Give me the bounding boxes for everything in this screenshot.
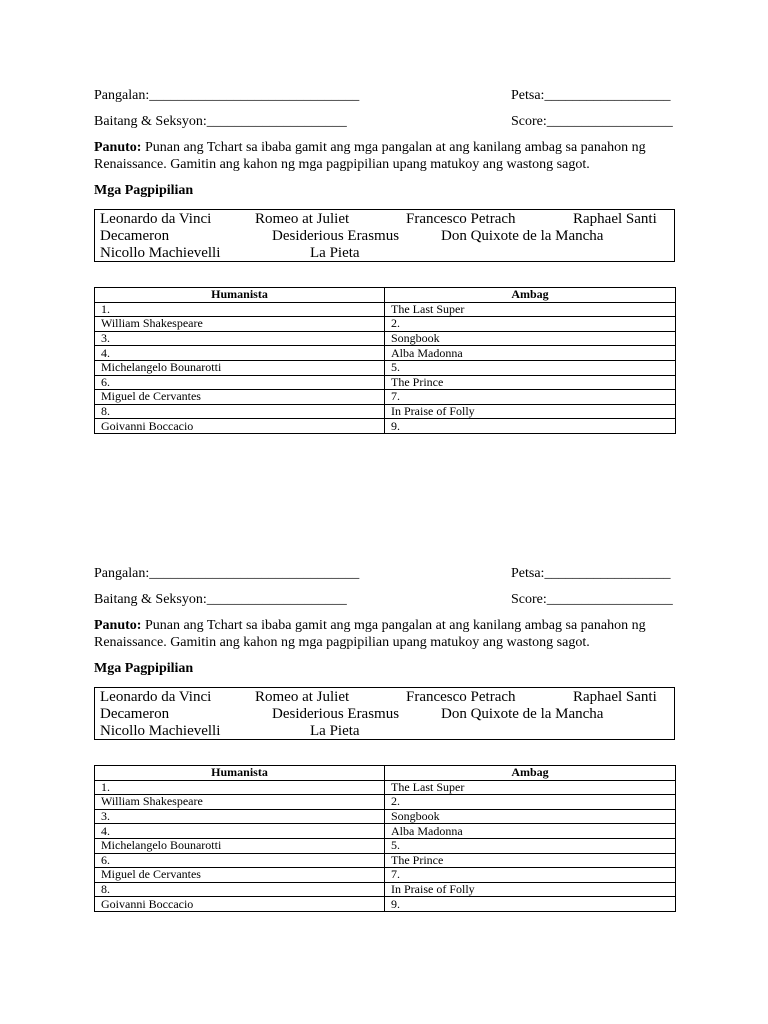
cell-ambag[interactable]: 5.	[385, 838, 676, 853]
choices-box	[94, 209, 675, 262]
header-humanista: Humanista	[95, 288, 385, 303]
choices-box	[94, 687, 675, 740]
tchart-table	[94, 765, 676, 912]
table-row	[95, 868, 676, 883]
table-row	[95, 838, 676, 853]
choice-item: Don Quixote de la Mancha	[441, 706, 604, 722]
cell-ambag[interactable]: 9.	[385, 419, 676, 434]
choice-item: Nicollo Machievelli	[100, 245, 221, 261]
cell-humanista[interactable]: 3.	[95, 331, 385, 346]
cell-ambag[interactable]: 2.	[385, 795, 676, 810]
cell-ambag[interactable]: The Prince	[385, 375, 676, 390]
table-row	[95, 346, 676, 361]
score-field[interactable]: Score:__________________	[511, 592, 673, 607]
name-field[interactable]: Pangalan:______________________________	[94, 88, 360, 103]
cell-humanista[interactable]: 1.	[95, 780, 385, 795]
cell-ambag[interactable]: 7.	[385, 868, 676, 883]
choices-heading: Mga Pagpipilian	[94, 661, 194, 676]
header-ambag: Ambag	[385, 766, 676, 781]
instructions	[94, 617, 675, 651]
cell-humanista[interactable]: Miguel de Cervantes	[95, 390, 385, 405]
cell-ambag[interactable]: Songbook	[385, 809, 676, 824]
cell-ambag[interactable]: The Last Super	[385, 302, 676, 317]
choice-item: La Pieta	[310, 723, 360, 739]
cell-humanista[interactable]: Michelangelo Bounarotti	[95, 838, 385, 853]
table-row	[95, 317, 676, 332]
table-row	[95, 390, 676, 405]
choice-item: Raphael Santi	[573, 211, 657, 227]
header-ambag: Ambag	[385, 288, 676, 303]
table-row	[95, 882, 676, 897]
instruction-text-1: Punan ang Tchart sa ibaba gamit ang mga pangalan at ang kanilang ambag sa panahon ng	[141, 140, 646, 155]
cell-ambag[interactable]: Alba Madonna	[385, 824, 676, 839]
table-row	[95, 795, 676, 810]
section-field[interactable]: Baitang & Seksyon:____________________	[94, 592, 347, 607]
choice-item: Nicollo Machievelli	[100, 723, 221, 739]
cell-humanista[interactable]: Michelangelo Bounarotti	[95, 360, 385, 375]
date-field[interactable]: Petsa:__________________	[511, 88, 671, 103]
cell-humanista[interactable]: 6.	[95, 853, 385, 868]
instruction-label: Panuto:	[94, 618, 142, 633]
date-field[interactable]: Petsa:__________________	[511, 566, 671, 581]
table-header-row	[95, 766, 676, 781]
cell-ambag[interactable]: Alba Madonna	[385, 346, 676, 361]
cell-ambag[interactable]: 7.	[385, 390, 676, 405]
cell-ambag[interactable]: 2.	[385, 317, 676, 332]
header-humanista: Humanista	[95, 766, 385, 781]
cell-ambag[interactable]: 9.	[385, 897, 676, 912]
cell-humanista[interactable]: Miguel de Cervantes	[95, 868, 385, 883]
cell-humanista[interactable]: William Shakespeare	[95, 795, 385, 810]
table-row	[95, 853, 676, 868]
cell-humanista[interactable]: 3.	[95, 809, 385, 824]
cell-humanista[interactable]: 8.	[95, 882, 385, 897]
cell-humanista[interactable]: Goivanni Boccacio	[95, 419, 385, 434]
instructions	[94, 139, 675, 173]
table-row	[95, 897, 676, 912]
table-row	[95, 809, 676, 824]
table-row	[95, 404, 676, 419]
table-row	[95, 419, 676, 434]
instruction-text-2: Renaissance. Gamitin ang kahon ng mga pagpipilian upang matukoy ang wastong sagot.	[94, 635, 590, 650]
table-row	[95, 780, 676, 795]
choice-item: Raphael Santi	[573, 689, 657, 705]
choice-item: Decameron	[100, 228, 170, 244]
cell-humanista[interactable]: 4.	[95, 346, 385, 361]
cell-ambag[interactable]: Songbook	[385, 331, 676, 346]
cell-humanista[interactable]: 4.	[95, 824, 385, 839]
cell-humanista[interactable]: 1.	[95, 302, 385, 317]
table-row	[95, 302, 676, 317]
cell-ambag[interactable]: In Praise of Folly	[385, 404, 676, 419]
cell-ambag[interactable]: The Last Super	[385, 780, 676, 795]
choice-item: Leonardo da Vinci	[100, 689, 212, 705]
choice-item: Desiderious Erasmus	[272, 706, 400, 722]
choice-item: Desiderious Erasmus	[272, 228, 400, 244]
choices-heading: Mga Pagpipilian	[94, 183, 194, 198]
choice-item: Romeo at Juliet	[255, 689, 350, 705]
instruction-label: Panuto:	[94, 140, 142, 155]
choice-item: Leonardo da Vinci	[100, 211, 212, 227]
score-field[interactable]: Score:__________________	[511, 114, 673, 129]
table-row	[95, 375, 676, 390]
choice-item: Decameron	[100, 706, 170, 722]
choice-item: Don Quixote de la Mancha	[441, 228, 604, 244]
cell-humanista[interactable]: William Shakespeare	[95, 317, 385, 332]
choice-item: Francesco Petrach	[406, 211, 516, 227]
cell-ambag[interactable]: 5.	[385, 360, 676, 375]
table-row	[95, 331, 676, 346]
choice-item: Romeo at Juliet	[255, 211, 350, 227]
cell-humanista[interactable]: Goivanni Boccacio	[95, 897, 385, 912]
table-row	[95, 360, 676, 375]
name-field[interactable]: Pangalan:______________________________	[94, 566, 360, 581]
instruction-text-1: Punan ang Tchart sa ibaba gamit ang mga pangalan at ang kanilang ambag sa panahon ng	[141, 618, 646, 633]
cell-humanista[interactable]: 8.	[95, 404, 385, 419]
cell-ambag[interactable]: In Praise of Folly	[385, 882, 676, 897]
choice-item: Francesco Petrach	[406, 689, 516, 705]
table-header-row	[95, 288, 676, 303]
cell-humanista[interactable]: 6.	[95, 375, 385, 390]
choice-item: La Pieta	[310, 245, 360, 261]
cell-ambag[interactable]: The Prince	[385, 853, 676, 868]
table-row	[95, 824, 676, 839]
instruction-text-2: Renaissance. Gamitin ang kahon ng mga pagpipilian upang matukoy ang wastong sagot.	[94, 157, 590, 172]
section-field[interactable]: Baitang & Seksyon:____________________	[94, 114, 347, 129]
tchart-table	[94, 287, 676, 434]
